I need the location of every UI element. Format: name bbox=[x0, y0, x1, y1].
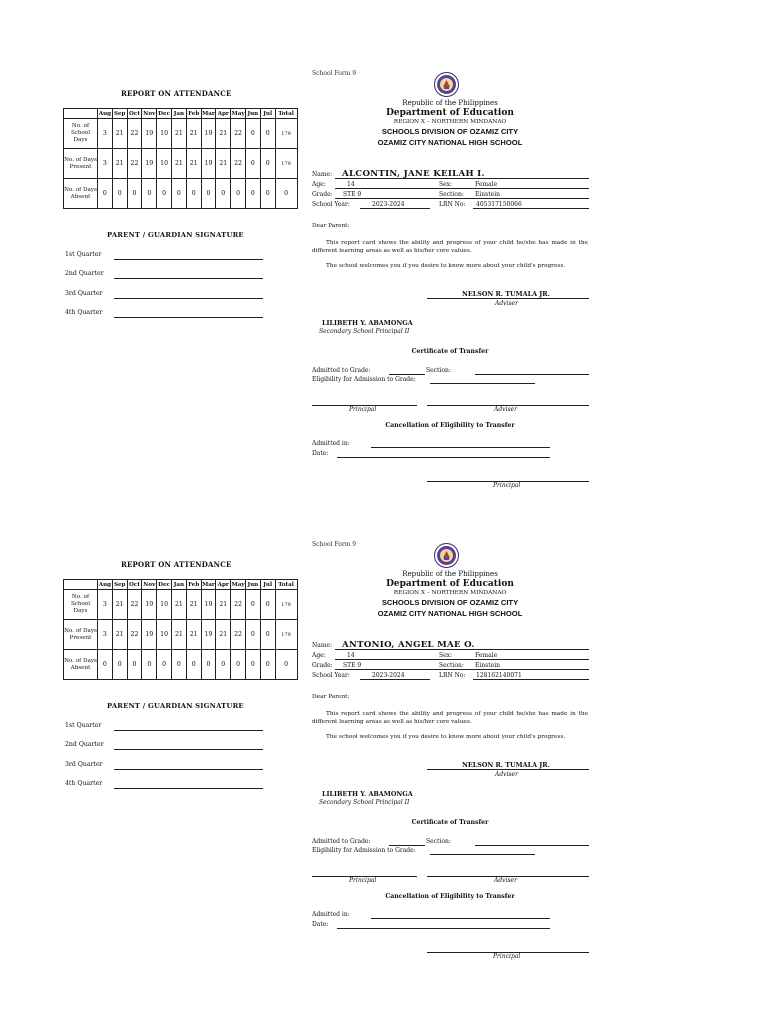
admitted-in-label: Admitted in: bbox=[312, 440, 350, 447]
attendance-row bbox=[64, 119, 298, 149]
quarter-label: 3rd Quarter bbox=[65, 761, 103, 768]
blank-header bbox=[64, 109, 98, 119]
school-year-value: 2023-2024 bbox=[372, 201, 405, 208]
date-label: Date: bbox=[312, 921, 329, 928]
attendance-cell: 0 bbox=[157, 650, 172, 680]
attendance-cell: 0 bbox=[157, 179, 172, 209]
signature-line bbox=[114, 298, 263, 299]
transfer-principal-role: Principal bbox=[349, 406, 377, 413]
school-year-label: School Year: bbox=[312, 201, 350, 208]
division-label: SCHOOLS DIVISION OF OZAMIZ CITY bbox=[381, 127, 519, 136]
letter-paragraph: This report card shows the ability and progress of your child he/she has made in the different learning areas as well as his/her core values. bbox=[312, 711, 588, 725]
principal-role: Secondary School Principal II bbox=[319, 328, 410, 335]
quarter-label: 1st Quarter bbox=[65, 722, 102, 729]
attendance-row-label: No. of Days Present bbox=[64, 620, 98, 650]
deped-seal-icon bbox=[434, 72, 459, 97]
school-form-label: School Form 9 bbox=[312, 541, 357, 548]
attendance-cell: 179 bbox=[275, 620, 297, 650]
date-label: Date: bbox=[312, 450, 329, 457]
attendance-title: REPORT ON ATTENDANCE bbox=[121, 89, 232, 98]
attendance-row bbox=[64, 179, 298, 209]
sex-value: Female bbox=[475, 652, 498, 659]
grade-label: Grade: bbox=[312, 662, 333, 669]
attendance-cell: 3 bbox=[98, 119, 113, 149]
attendance-cell: 22 bbox=[127, 119, 142, 149]
student-name: ANTONIO, ANGEL MAE O. bbox=[342, 640, 475, 650]
attendance-cell: 0 bbox=[112, 179, 127, 209]
report-card bbox=[0, 0, 768, 489]
month-header: Total bbox=[275, 109, 297, 119]
attendance-cell: 0 bbox=[216, 179, 231, 209]
republic-label: Republic of the Philippines bbox=[402, 570, 498, 578]
quarter-label: 3rd Quarter bbox=[65, 290, 103, 297]
month-header: Aug bbox=[98, 581, 112, 588]
transfer-section-label: Section: bbox=[426, 367, 451, 374]
lrn-label: LRN No: bbox=[439, 201, 466, 208]
cancel-principal-role: Principal bbox=[493, 953, 521, 960]
adviser-line bbox=[427, 298, 589, 299]
attendance-cell: 21 bbox=[216, 620, 231, 650]
month-header: Dec bbox=[158, 581, 170, 588]
transfer-principal-role: Principal bbox=[349, 877, 377, 884]
letter-greeting: Dear Parent: bbox=[312, 694, 350, 700]
attendance-cell: 0 bbox=[142, 650, 157, 680]
attendance-cell: 0 bbox=[186, 650, 201, 680]
attendance-cell: 3 bbox=[98, 590, 113, 620]
attendance-cell: 0 bbox=[201, 650, 216, 680]
attendance-cell: 0 bbox=[98, 179, 113, 209]
signature-line bbox=[114, 769, 263, 770]
transfer-section-label: Section: bbox=[426, 838, 451, 845]
section-value: Einstein bbox=[475, 662, 500, 669]
age-line bbox=[335, 188, 589, 189]
attendance-table bbox=[63, 108, 298, 209]
month-header: Nov bbox=[143, 581, 156, 588]
cancellation-title: Cancellation of Eligibility to Transfer bbox=[385, 422, 515, 429]
cancellation-title: Cancellation of Eligibility to Transfer bbox=[385, 893, 515, 900]
letter-paragraph: The school welcomes you if you desire to know more about your child's progress. bbox=[326, 263, 566, 269]
attendance-cell: 0 bbox=[260, 119, 275, 149]
attendance-cell: 19 bbox=[201, 119, 216, 149]
attendance-cell: 179 bbox=[275, 590, 297, 620]
age-value: 14 bbox=[347, 181, 355, 188]
transfer-title: Certificate of Transfer bbox=[411, 348, 489, 355]
name-line bbox=[335, 178, 589, 179]
region-label: REGION X – NORTHERN MINDANAO bbox=[393, 590, 507, 596]
attendance-cell: 21 bbox=[171, 590, 186, 620]
section-label: Section: bbox=[439, 191, 464, 198]
age-line bbox=[335, 659, 589, 660]
attendance-cell: 0 bbox=[245, 590, 260, 620]
attendance-cell: 0 bbox=[275, 650, 297, 680]
report-card bbox=[0, 471, 768, 960]
adviser-name: NELSON R. TUMALA JR. bbox=[462, 290, 550, 298]
month-header: Total bbox=[275, 580, 297, 590]
attendance-cell: 21 bbox=[216, 149, 231, 179]
school-year-value: 2023-2024 bbox=[372, 672, 405, 679]
month-header: Jun bbox=[245, 580, 260, 590]
attendance-row-label: No. of School Days bbox=[64, 590, 98, 620]
attendance-cell: 21 bbox=[171, 620, 186, 650]
month-header: Apr bbox=[217, 110, 229, 117]
attendance-cell: 0 bbox=[260, 179, 275, 209]
attendance-cell: 0 bbox=[171, 650, 186, 680]
region-label: REGION X – NORTHERN MINDANAO bbox=[393, 119, 507, 125]
attendance-cell: 0 bbox=[260, 650, 275, 680]
attendance-cell: 19 bbox=[142, 149, 157, 179]
signature-line bbox=[114, 788, 263, 789]
letter-paragraph: This report card shows the ability and progress of your child he/she has made in the different learning areas as well as his/her core values. bbox=[312, 240, 588, 254]
month-header: Mar bbox=[202, 581, 215, 588]
transfer-adviser-role: Adviser bbox=[494, 406, 517, 413]
eligibility-label: Eligibility for Admission to Grade: bbox=[312, 376, 416, 383]
attendance-cell: 0 bbox=[216, 650, 231, 680]
admitted-grade-line bbox=[389, 374, 425, 375]
attendance-cell: 21 bbox=[186, 119, 201, 149]
age-value: 14 bbox=[347, 652, 355, 659]
month-header: Jan bbox=[171, 109, 186, 119]
month-header: Jul bbox=[260, 109, 275, 119]
attendance-row bbox=[64, 620, 298, 650]
attendance-row-label: No. of School Days bbox=[64, 119, 98, 149]
month-header: Sep bbox=[113, 110, 126, 117]
attendance-cell: 0 bbox=[171, 179, 186, 209]
principal-role: Secondary School Principal II bbox=[319, 799, 410, 806]
signature-line bbox=[114, 259, 263, 260]
department-label: Department of Education bbox=[386, 579, 514, 589]
attendance-row-label: No. of Days Present bbox=[64, 149, 98, 179]
attendance-cell: 0 bbox=[275, 179, 297, 209]
attendance-row bbox=[64, 149, 298, 179]
signature-line bbox=[114, 278, 263, 279]
blank-header bbox=[64, 580, 98, 590]
attendance-cell: 22 bbox=[127, 590, 142, 620]
admitted-grade-line bbox=[389, 845, 425, 846]
department-label: Department of Education bbox=[386, 108, 514, 118]
attendance-cell: 19 bbox=[201, 620, 216, 650]
attendance-cell: 21 bbox=[186, 590, 201, 620]
school-name: OZAMIZ CITY NATIONAL HIGH SCHOOL bbox=[377, 138, 523, 147]
sex-value: Female bbox=[475, 181, 498, 188]
deped-seal-icon bbox=[434, 543, 459, 568]
attendance-cell: 0 bbox=[231, 650, 246, 680]
month-header: May bbox=[231, 581, 245, 588]
attendance-cell: 21 bbox=[112, 119, 127, 149]
attendance-cell: 22 bbox=[127, 149, 142, 179]
admitted-in-label: Admitted in: bbox=[312, 911, 350, 918]
school-form-label: School Form 9 bbox=[312, 70, 357, 77]
attendance-cell: 10 bbox=[157, 620, 172, 650]
signature-line bbox=[114, 749, 263, 750]
attendance-cell: 21 bbox=[216, 119, 231, 149]
attendance-cell: 0 bbox=[201, 179, 216, 209]
attendance-cell: 21 bbox=[186, 149, 201, 179]
lrn-line bbox=[473, 208, 589, 209]
month-header: Oct bbox=[129, 110, 140, 117]
attendance-cell: 21 bbox=[112, 590, 127, 620]
quarter-label: 2nd Quarter bbox=[65, 270, 104, 277]
name-label: Name: bbox=[312, 171, 333, 178]
attendance-cell: 22 bbox=[231, 149, 246, 179]
attendance-cell: 21 bbox=[216, 590, 231, 620]
attendance-cell: 21 bbox=[112, 149, 127, 179]
letter-paragraph: The school welcomes you if you desire to know more about your child's progress. bbox=[326, 734, 566, 740]
eligibility-line bbox=[430, 854, 535, 855]
name-line bbox=[335, 649, 589, 650]
attendance-row bbox=[64, 650, 298, 680]
month-header: Apr bbox=[217, 581, 229, 588]
attendance-cell: 10 bbox=[157, 590, 172, 620]
signature-line bbox=[114, 317, 263, 318]
letter-greeting: Dear Parent: bbox=[312, 223, 350, 229]
attendance-cell: 3 bbox=[98, 149, 113, 179]
month-header: Dec bbox=[158, 110, 170, 117]
date-line bbox=[337, 457, 550, 458]
quarter-label: 1st Quarter bbox=[65, 251, 102, 258]
student-name: ALCONTIN, JANE KEILAH I. bbox=[342, 169, 485, 179]
attendance-table bbox=[63, 579, 298, 680]
attendance-cell: 10 bbox=[157, 149, 172, 179]
admitted-in-line bbox=[371, 918, 550, 919]
quarter-label: 2nd Quarter bbox=[65, 741, 104, 748]
attendance-cell: 21 bbox=[186, 620, 201, 650]
month-header: Jan bbox=[171, 580, 186, 590]
school-year-line bbox=[360, 679, 430, 680]
attendance-cell: 3 bbox=[98, 620, 113, 650]
quarter-label: 4th Quarter bbox=[65, 309, 103, 316]
month-header: Mar bbox=[202, 110, 215, 117]
attendance-title: REPORT ON ATTENDANCE bbox=[121, 560, 232, 569]
month-header: Oct bbox=[129, 581, 140, 588]
signature-line bbox=[114, 730, 263, 731]
month-header: Jun bbox=[245, 109, 260, 119]
attendance-row-label: No. of Days Absent bbox=[64, 179, 98, 209]
attendance-cell: 0 bbox=[127, 179, 142, 209]
attendance-row bbox=[64, 590, 298, 620]
month-header: Aug bbox=[98, 110, 112, 117]
attendance-cell: 0 bbox=[245, 650, 260, 680]
grade-label: Grade: bbox=[312, 191, 333, 198]
transfer-section-line bbox=[475, 845, 589, 846]
attendance-cell: 22 bbox=[231, 590, 246, 620]
cancel-principal-role: Principal bbox=[493, 482, 521, 489]
republic-label: Republic of the Philippines bbox=[402, 99, 498, 107]
month-header: Feb bbox=[188, 581, 200, 588]
month-header: May bbox=[231, 110, 245, 117]
attendance-cell: 0 bbox=[260, 590, 275, 620]
month-header: Jul bbox=[260, 580, 275, 590]
attendance-cell: 0 bbox=[127, 650, 142, 680]
date-line bbox=[337, 928, 550, 929]
attendance-cell: 0 bbox=[231, 179, 246, 209]
school-year-line bbox=[360, 208, 430, 209]
admitted-in-line bbox=[371, 447, 550, 448]
eligibility-line bbox=[430, 383, 535, 384]
adviser-line bbox=[427, 769, 589, 770]
month-header: Feb bbox=[188, 110, 200, 117]
attendance-cell: 0 bbox=[260, 620, 275, 650]
attendance-cell: 0 bbox=[245, 620, 260, 650]
eligibility-label: Eligibility for Admission to Grade: bbox=[312, 847, 416, 854]
signature-title: PARENT / GUARDIAN SIGNATURE bbox=[107, 231, 244, 239]
month-header: Sep bbox=[113, 581, 126, 588]
lrn-line bbox=[473, 679, 589, 680]
attendance-cell: 179 bbox=[275, 149, 297, 179]
attendance-cell: 19 bbox=[142, 620, 157, 650]
admitted-grade-label: Admitted to Grade: bbox=[312, 367, 371, 374]
lrn-value: 405317150066 bbox=[476, 201, 522, 208]
attendance-cell: 22 bbox=[231, 119, 246, 149]
age-label: Age: bbox=[312, 652, 326, 659]
attendance-cell: 0 bbox=[98, 650, 113, 680]
attendance-cell: 0 bbox=[245, 149, 260, 179]
grade-line bbox=[335, 669, 589, 670]
quarter-label: 4th Quarter bbox=[65, 780, 103, 787]
attendance-cell: 19 bbox=[142, 119, 157, 149]
adviser-name: NELSON R. TUMALA JR. bbox=[462, 761, 550, 769]
admitted-grade-label: Admitted to Grade: bbox=[312, 838, 371, 845]
month-header: Nov bbox=[143, 110, 156, 117]
age-label: Age: bbox=[312, 181, 326, 188]
attendance-cell: 21 bbox=[171, 149, 186, 179]
principal-name: LILIBETH Y. ABAMONGA bbox=[322, 790, 413, 798]
transfer-title: Certificate of Transfer bbox=[411, 819, 489, 826]
division-label: SCHOOLS DIVISION OF OZAMIZ CITY bbox=[381, 598, 519, 607]
attendance-cell: 19 bbox=[142, 590, 157, 620]
attendance-cell: 0 bbox=[186, 179, 201, 209]
school-year-label: School Year: bbox=[312, 672, 350, 679]
attendance-cell: 0 bbox=[142, 179, 157, 209]
lrn-label: LRN No: bbox=[439, 672, 466, 679]
grade-line bbox=[335, 198, 589, 199]
sex-label: Sex: bbox=[439, 181, 453, 188]
attendance-cell: 0 bbox=[112, 650, 127, 680]
attendance-cell: 0 bbox=[245, 119, 260, 149]
principal-name: LILIBETH Y. ABAMONGA bbox=[322, 319, 413, 327]
grade-value: STE 9 bbox=[343, 191, 362, 198]
attendance-cell: 0 bbox=[260, 149, 275, 179]
attendance-cell: 21 bbox=[171, 119, 186, 149]
section-label: Section: bbox=[439, 662, 464, 669]
attendance-cell: 19 bbox=[201, 149, 216, 179]
attendance-cell: 21 bbox=[112, 620, 127, 650]
adviser-role: Adviser bbox=[495, 300, 518, 307]
attendance-cell: 179 bbox=[275, 119, 297, 149]
lrn-value: 128162140071 bbox=[476, 672, 522, 679]
attendance-cell: 0 bbox=[245, 179, 260, 209]
attendance-cell: 22 bbox=[231, 620, 246, 650]
name-label: Name: bbox=[312, 642, 333, 649]
adviser-role: Adviser bbox=[495, 771, 518, 778]
grade-value: STE 9 bbox=[343, 662, 362, 669]
signature-title: PARENT / GUARDIAN SIGNATURE bbox=[107, 702, 244, 710]
section-value: Einstein bbox=[475, 191, 500, 198]
sex-label: Sex: bbox=[439, 652, 453, 659]
transfer-adviser-role: Adviser bbox=[494, 877, 517, 884]
school-name: OZAMIZ CITY NATIONAL HIGH SCHOOL bbox=[377, 609, 523, 618]
transfer-section-line bbox=[475, 374, 589, 375]
attendance-cell: 22 bbox=[127, 620, 142, 650]
attendance-row-label: No. of Days Absent bbox=[64, 650, 98, 680]
attendance-cell: 10 bbox=[157, 119, 172, 149]
attendance-cell: 19 bbox=[201, 590, 216, 620]
